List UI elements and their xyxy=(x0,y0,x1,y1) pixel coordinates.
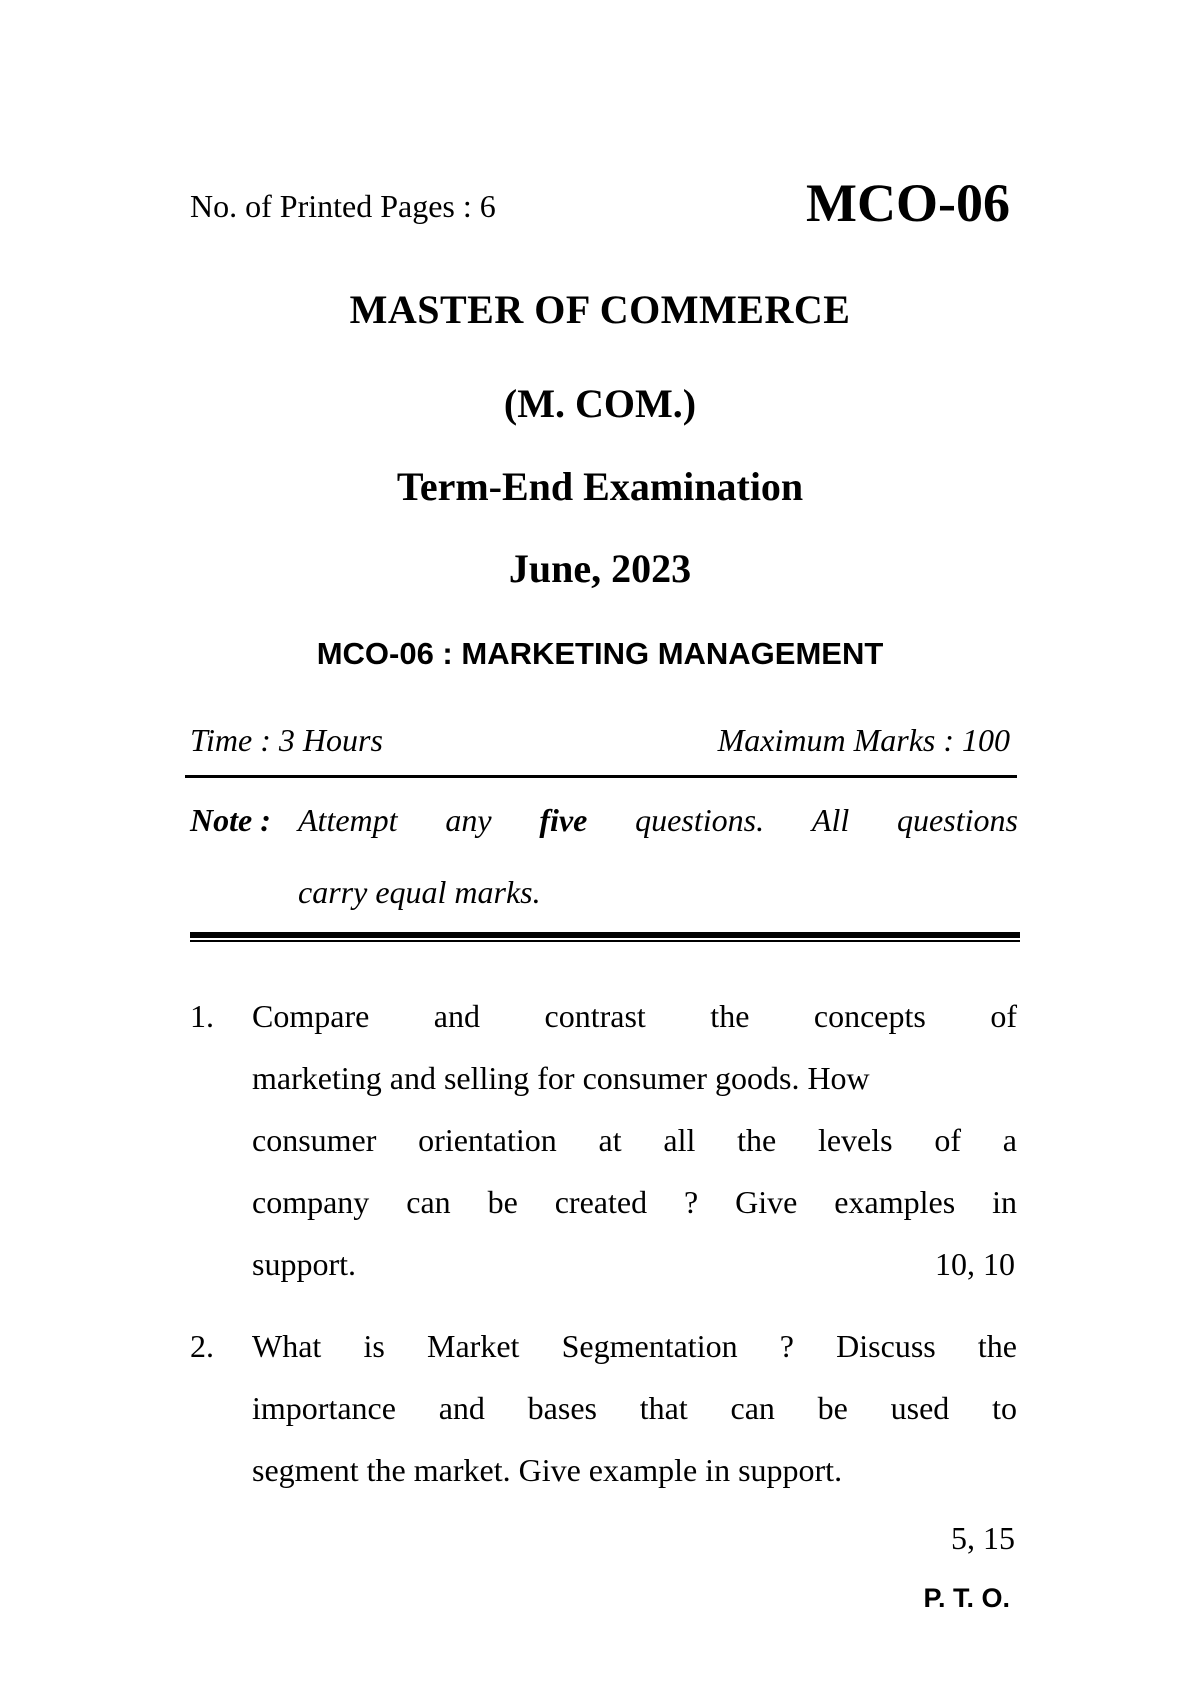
question-word: be xyxy=(487,1184,518,1220)
question-word: can xyxy=(730,1390,775,1426)
question-word: contrast xyxy=(544,998,646,1034)
question-word: importance xyxy=(252,1390,396,1426)
question-word: examples xyxy=(834,1184,956,1220)
note-divider-thin xyxy=(190,940,1020,942)
question-word: Give xyxy=(735,1184,798,1220)
question-word: consumer xyxy=(252,1122,377,1158)
question-marks: 5, 15 xyxy=(951,1520,1015,1556)
note-divider-thick xyxy=(190,932,1020,938)
note-line-1 xyxy=(298,802,1018,839)
degree-abbreviation: (M. COM.) xyxy=(503,381,697,426)
question-word: ? xyxy=(684,1184,699,1220)
maximum-marks: Maximum Marks : 100 xyxy=(717,722,1010,758)
question-word: What xyxy=(252,1328,322,1364)
question-word: to xyxy=(992,1390,1017,1426)
note-word-emphasis: five xyxy=(539,802,588,838)
question-word: can xyxy=(406,1184,451,1220)
question-text-line xyxy=(252,1122,1017,1159)
question-word: segment the market. Give example in support. xyxy=(252,1452,843,1488)
question-word: concepts xyxy=(813,998,926,1034)
question-word: a xyxy=(1002,1122,1017,1158)
question-text-line xyxy=(252,1452,1017,1489)
question-word: Discuss xyxy=(836,1328,936,1364)
course-code: MCO-06 xyxy=(806,173,1010,233)
question-word: the xyxy=(977,1328,1017,1364)
question-number: 2. xyxy=(190,1328,214,1364)
question-word: orientation xyxy=(418,1122,557,1158)
question-word: marketing and selling for consumer goods. How xyxy=(252,1060,870,1096)
question-word: the xyxy=(710,998,750,1034)
question-text-line xyxy=(252,998,1017,1035)
question-number: 1. xyxy=(190,998,214,1034)
question-text-line xyxy=(252,1184,1017,1221)
exam-title: Term-End Examination xyxy=(396,464,804,509)
question-word: in xyxy=(992,1184,1017,1220)
question-marks: 10, 10 xyxy=(935,1246,1015,1282)
note-word: questions xyxy=(897,802,1018,838)
note-word: any xyxy=(445,802,492,838)
question-word: bases xyxy=(527,1390,597,1426)
question-word: and xyxy=(438,1390,485,1426)
note-word: All xyxy=(811,802,850,838)
question-word: levels xyxy=(817,1122,893,1158)
question-word: of xyxy=(934,1122,961,1158)
exam-date: June, 2023 xyxy=(508,546,692,591)
question-word: Market xyxy=(427,1328,520,1364)
question-word: be xyxy=(817,1390,848,1426)
question-word: Segmentation xyxy=(561,1328,738,1364)
note-word: questions. xyxy=(635,802,765,838)
question-text-line xyxy=(252,1390,1017,1427)
question-word: and xyxy=(433,998,480,1034)
question-word: Compare xyxy=(252,998,370,1034)
question-word: created xyxy=(554,1184,648,1220)
printed-pages-count: No. of Printed Pages : 6 xyxy=(190,188,496,224)
question-word: is xyxy=(363,1328,385,1364)
question-word: ? xyxy=(779,1328,794,1364)
question-word: that xyxy=(639,1390,688,1426)
question-word: the xyxy=(737,1122,777,1158)
please-turn-over: P. T. O. xyxy=(923,1583,1010,1613)
degree-title: MASTER OF COMMERCE xyxy=(349,287,851,332)
question-word: all xyxy=(663,1122,696,1158)
question-word: support. xyxy=(252,1246,356,1282)
question-word: at xyxy=(598,1122,622,1158)
question-text-line xyxy=(252,1060,1017,1097)
paper-title: MCO-06 : MARKETING MANAGEMENT xyxy=(316,636,884,671)
question-word: company xyxy=(252,1184,370,1220)
time-allowed: Time : 3 Hours xyxy=(190,722,383,758)
note-heading: Note : xyxy=(190,802,271,838)
question-word: of xyxy=(990,998,1017,1034)
header-divider xyxy=(185,775,1017,778)
note-line-2: carry equal marks. xyxy=(298,874,541,910)
question-text-line xyxy=(252,1246,1017,1283)
question-text-line xyxy=(252,1328,1017,1365)
note-word: Attempt xyxy=(298,802,398,838)
question-word: used xyxy=(890,1390,950,1426)
